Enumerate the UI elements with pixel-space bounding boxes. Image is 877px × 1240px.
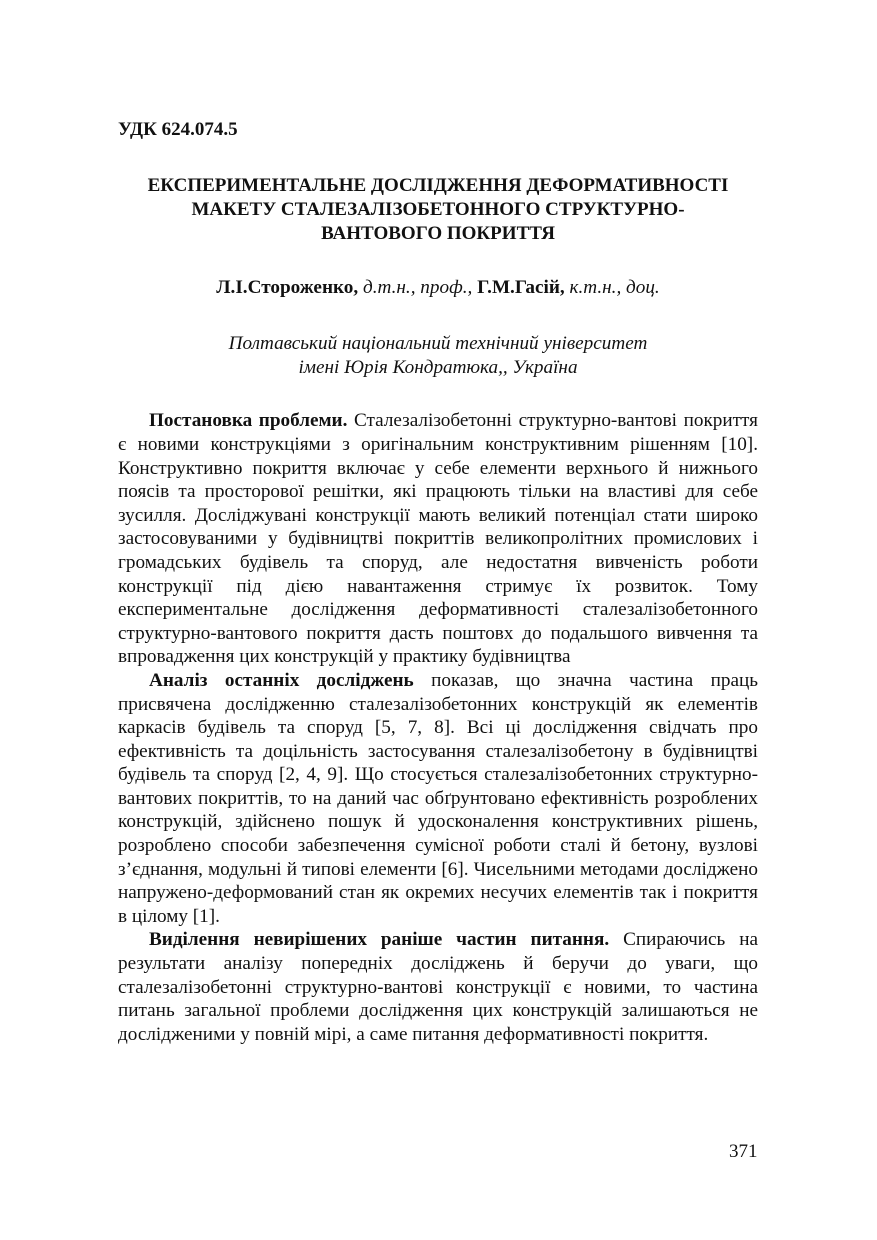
author1-degree: д.т.н., проф., — [358, 276, 473, 298]
article-title — [118, 174, 758, 246]
section-unsolved-parts — [118, 928, 758, 1046]
affiliation — [118, 332, 758, 379]
title-line-1: ЕКСПЕРИМЕНТАЛЬНЕ ДОСЛІДЖЕННЯ ДЕФОРМАТИВНОСТІ — [147, 174, 729, 196]
title-line-3: ВАНТОВОГО ПОКРИТТЯ — [321, 222, 555, 244]
title-line-2: МАКЕТУ СТАЛЕЗАЛІЗОБЕТОННОГО СТРУКТУРНО- — [191, 198, 685, 220]
section-text: показав, що значна частина праць присвячена дослідженню сталезалізобетонних конструкцій як елементів каркасів будівель та споруд [5, 7, 8]. Всі ці дослідження свідчать про ефективність та доцільність застосування сталезалізобетону в будівництві будівель та споруд [2, 4, 9]. Що стосується сталезалізобетонних структурно-вантових покриттів, то на даний час обґрунтовано ефективність розроблених конструкцій, здійснено пошук й удосконалення конструктивних рішень, розроблено способи забезпечення сумісної роботи сталі й бетону, вузлові з’єднання, модульні й типові елементи [6]. Чисельними методами досліджено напружено-деформований стан як окремих несучих елементів так і покриття в цілому [1]. — [118, 669, 758, 927]
section-problem-statement — [118, 409, 758, 669]
authors-line — [118, 276, 758, 300]
section-heading: Аналіз останніх досліджень — [149, 669, 414, 691]
section-recent-research — [118, 669, 758, 929]
author1-name: Л.І.Стороженко, — [216, 276, 359, 298]
affiliation-line-2: імені Юрія Кондратюка,, Україна — [298, 356, 578, 378]
section-text: Спираючись на результати аналізу попередніх досліджень й беручи до уваги, що сталезалізобетонні структурно-вантові конструкції є новими, то частина питань загальної проблеми дослідження цих конструкцій залишаються не дослідженими у повній мірі, а саме питання деформативності покриття. — [118, 929, 758, 1045]
page-number: 371 — [729, 1141, 758, 1162]
section-text: Сталезалізобетонні структурно-вантові покриття є новими конструкціями з оригінальним конструктивним рішенням [10]. Конструктивно покриття включає у себе елементи верхнього й нижнього поясів та просторової решітки, які працюють тільки на властиві для себе зусилля. Досліджувані конструкції мають великий потенціал стати широко застосовуваними у будівництві покриттів великопролітних промислових і громадських будівель та споруд, але недостатня вивченість роботи конструкції під дією навантаження стримує їх розвиток. Тому експериментальне дослідження деформативності сталезалізобетонного структурно-вантового покриття дасть поштовх до подальшого вивчення та впровадження цих конструкцій у практику будівництва — [118, 410, 758, 668]
article-page — [118, 118, 758, 1046]
section-heading: Виділення невирішених раніше частин питання. — [149, 929, 610, 951]
author2-name: Г.М.Гасій, — [472, 276, 565, 298]
author2-degree: к.т.н., доц. — [564, 276, 660, 298]
section-heading: Постановка проблеми. — [149, 410, 348, 432]
affiliation-line-1: Полтавський національний технічний університет — [228, 333, 648, 355]
udk-code: УДК 624.074.5 — [118, 119, 238, 140]
